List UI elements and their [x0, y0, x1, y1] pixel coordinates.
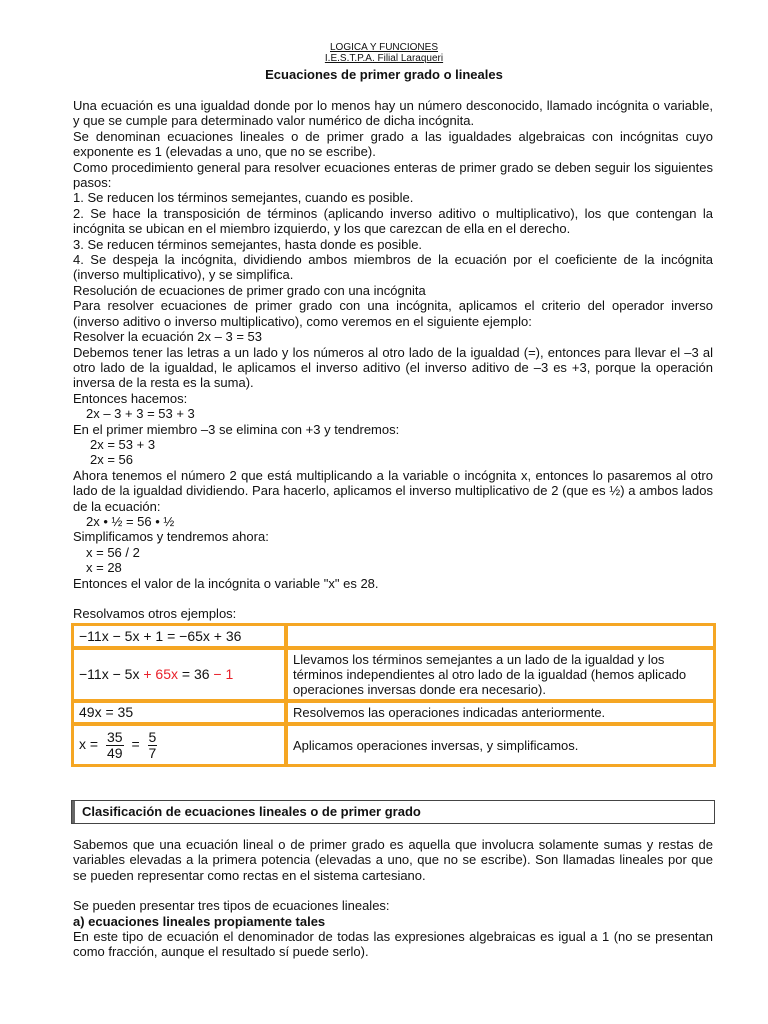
course-header: LOGICA Y FUNCIONES	[330, 42, 438, 53]
equation-cell	[73, 649, 285, 700]
fraction-denominator: 7	[148, 744, 157, 761]
table-row	[73, 649, 714, 700]
fraction-denominator: 49	[106, 744, 123, 761]
fraction-numerator: 35	[106, 728, 123, 745]
paragraph: Entonces hacemos:	[73, 390, 188, 406]
section-title: Clasificación de ecuaciones lineales o de primer grado	[82, 804, 421, 819]
equation-part: = 36	[177, 666, 214, 682]
equation-line: x = 56 / 2	[86, 544, 140, 560]
paragraph: Se denominan ecuaciones lineales o de primer grado a las igualdades algebraicas con incógnitas cuyo exponente es 1 (elevadas a uno, que no se escribe).	[73, 128, 713, 160]
equation-line: 2x = 53 + 3	[90, 436, 156, 452]
classification-section	[73, 837, 713, 960]
table-row	[73, 725, 714, 765]
paragraph: Sabemos que una ecuación lineal o de primer grado es aquella que involucra solamente sumas y restas de variables elevadas a la primera potencia (elevadas a uno, que no se escribe). Son llamadas lineales por que se pueden representar como rectas en el sistema cartesiano.	[73, 837, 713, 883]
equation-cell: 49x = 35	[73, 702, 285, 723]
fraction	[148, 730, 158, 761]
paragraph: Para resolver ecuaciones de primer grado con una incógnita, aplicamos el criterio del operador inverso (inverso aditivo o inverso multiplicativo), como veremos en el siguiente ejemplo:	[73, 298, 713, 329]
fraction-numerator: 5	[148, 728, 157, 745]
page-title: Ecuaciones de primer grado o lineales	[265, 67, 503, 82]
equation-cell: −11x − 5x + 1 = −65x + 36	[73, 625, 285, 647]
equation-part: −11x − 5x	[79, 666, 144, 682]
paragraph: Simplificamos y tendremos ahora:	[73, 529, 269, 545]
step-item: 1. Se reducen los términos semejantes, cuando es posible.	[73, 190, 414, 206]
paragraph: Resolvamos otros ejemplos:	[73, 606, 237, 621]
description-cell: Resolvemos las operaciones indicadas anteriormente.	[287, 702, 714, 723]
paragraph: En este tipo de ecuación el denominador de todas las expresiones algebraicas es igual a 1 (no se presentan como fracción, aunque el resultado sí puede serlo).	[73, 929, 713, 960]
description-cell	[287, 625, 714, 647]
equation-line: 2x – 3 + 3 = 53 + 3	[86, 406, 195, 422]
equation-line: 2x • ½ = 56 • ½	[86, 513, 175, 529]
fraction	[106, 730, 124, 761]
equation-cell	[73, 725, 285, 765]
paragraph: Resolver la ecuación 2x – 3 = 53	[73, 329, 262, 345]
paragraph: Debemos tener las letras a un lado y los números al otro lado de la igualdad (=), entonces para llevar el –3 al otro lado de la igualdad, le aplicamos el inverso aditivo (el inverso aditivo de –3 es +3, porque la operación inversa de la resta es la suma).	[73, 344, 713, 391]
intro-section	[73, 98, 713, 621]
table-row	[73, 625, 714, 647]
equation-part-highlight: + 65x	[143, 666, 178, 682]
description-cell: Llevamos los términos semejantes a un lado de la igualdad y los términos independientes al otro lado de la igualdad (hemos aplicado operaciones inversas donde era necesario).	[287, 649, 714, 700]
section-heading-box	[71, 800, 715, 824]
paragraph: Como procedimiento general para resolver ecuaciones enteras de primer grado se deben seguir los siguientes pasos:	[73, 159, 713, 191]
table-row	[73, 702, 714, 723]
subheading: Resolución de ecuaciones de primer grado con una incógnita	[73, 282, 426, 298]
subheading: a) ecuaciones lineales propiamente tales	[73, 913, 326, 929]
paragraph: Se pueden presentar tres tipos de ecuaciones lineales:	[73, 898, 390, 914]
equation-line: 2x = 56	[90, 452, 134, 468]
paragraph: En el primer miembro –3 se elimina con +3 y tendremos:	[73, 421, 400, 437]
paragraph: Entonces el valor de la incógnita o variable "x" es 28.	[73, 575, 379, 591]
step-item: 4. Se despeja la incógnita, dividiendo ambos miembros de la ecuación por el coeficiente de la incógnita (inverso multiplicativo), y se simplifica.	[73, 252, 713, 283]
examples-table	[71, 623, 716, 767]
school-header: I.E.S.T.P.A. Filial Laraqueri	[324, 53, 444, 64]
equation-line: x = 28	[86, 560, 122, 576]
step-item: 2. Se hace la transposición de términos (aplicando inverso aditivo o multiplicativo), los que contengan la incógnita se ubican en el miembro izquierdo, y los que carezcan de ella en el derecho.	[73, 205, 713, 237]
equation-part-highlight: − 1	[213, 666, 234, 682]
equation-part: x =	[79, 735, 99, 752]
description-cell: Aplicamos operaciones inversas, y simplificamos.	[287, 725, 714, 765]
step-item: 3. Se reducen términos semejantes, hasta donde es posible.	[73, 236, 423, 252]
equation-part: =	[131, 735, 140, 752]
paragraph: Una ecuación es una igualdad donde por lo menos hay un número desconocido, llamado incógnita o variable, y que se cumple para determinado valor numérico de dicha incógnita.	[73, 98, 713, 129]
paragraph: Ahora tenemos el número 2 que está multiplicando a la variable o incógnita x, entonces lo pasaremos al otro lado de la igualdad dividiendo. Para hacerlo, aplicamos el inverso multiplicativo de 2 (que es ½) a ambos lados de la ecuación:	[73, 467, 713, 514]
